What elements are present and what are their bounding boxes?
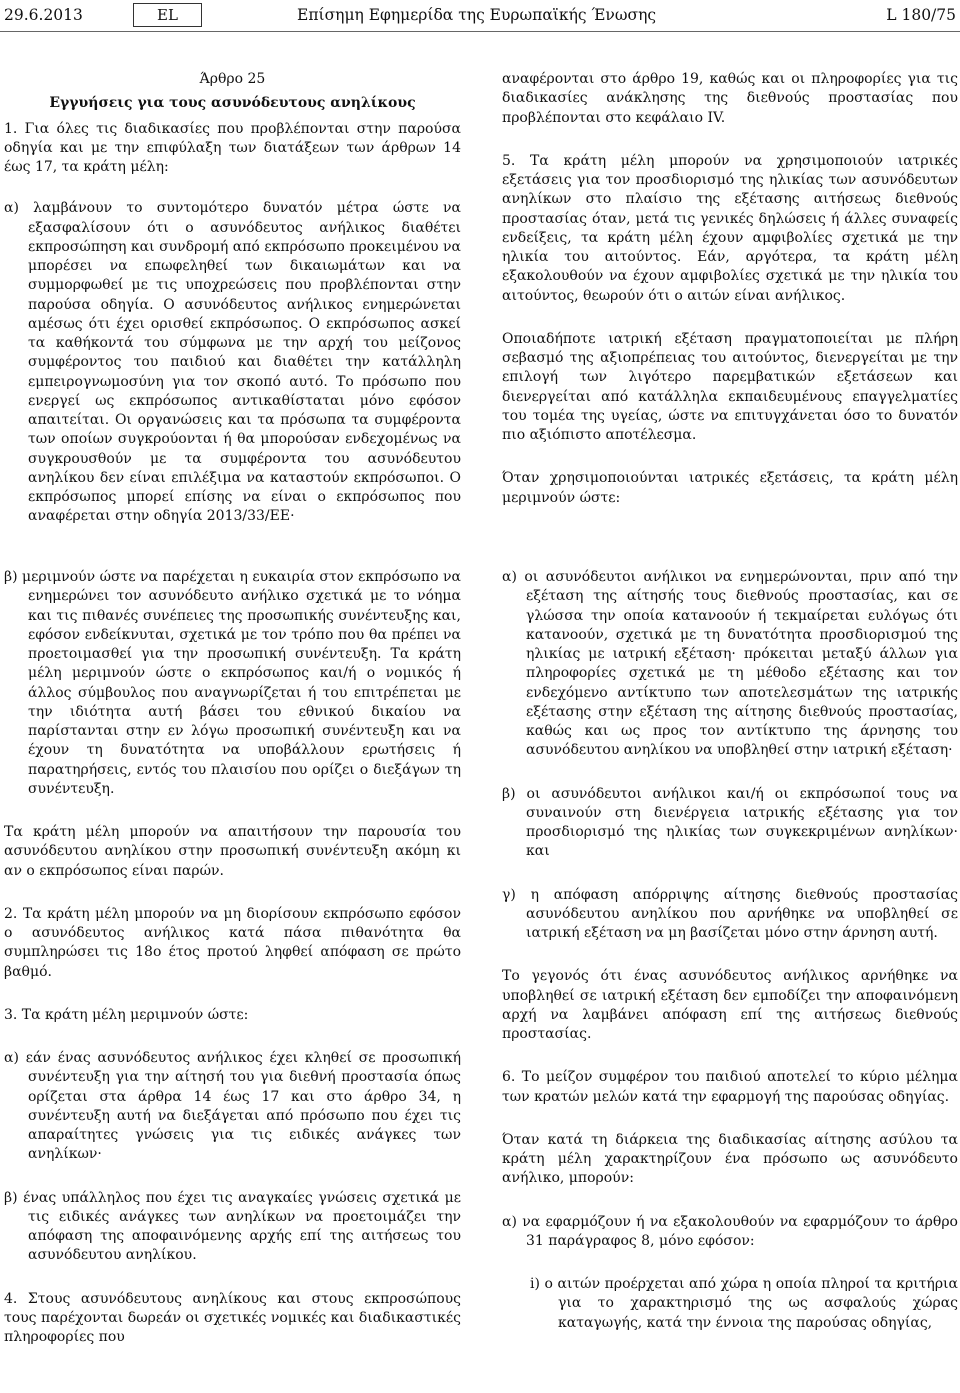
publication-date: 29.6.2013 bbox=[4, 6, 83, 24]
point-b-decision-preparation: β) ένας υπάλληλος που έχει τις αναγκαίες γνώσεις σχετικά με τις ειδικές ανάγκες των ανηλίκων να προετοιμάζει την απόφαση της αποφαινόμενης αρχής επί της αιτήσεως του ασυνόδευτου ανηλίκου. bbox=[4, 1189, 461, 1264]
point-a-representation: α) λαμβάνουν το συντομότερο δυνατόν μέτρα ώστε να εξασφαλίσουν ότι ο ασυνόδευτος ανήλικος διαθέτει εκπροσώπηση και συνδρομή από εκπρόσωπο προκειμένου να μπορέσει να επωφεληθεί των δικαιωμάτων και να συμμορφωθεί με τις υποχρεώσεις που προβλέπονται στην παρούσα οδηγία. Ο ασυνόδευτος ανήλικος ενημερώνεται αμέσως ότι έχει ορισθεί εκπρόσωπος. Ο εκπρόσωπος ασκεί τα καθήκοντά του σύμφωνα με την αρχή του μείζονος συμφέροντος του παιδιού και διαθέτει την κατάλληλη εμπειρογνωμοσύνη για τον σκοπό αυτό. Το πρόσωπο που ενεργεί ως εκπρόσωπος αντικαθίσταται μόνο εφόσον απαιτείται. Οι οργανώσεις και τα πρόσωπα τα συμφέροντα των οποίων συγκρούονται ή θα μπορούσαν ενδεχομένως να συγκρουσθούν με τα συμφέροντα του ασυνόδευτου ανηλίκου δεν είναι επιλέξιμα να καταστούν εκπρόσωποι. Ο εκπρόσωπος μπορεί επίσης να είναι ο εκπρόσωπος που αναφέρεται στην οδηγία 2013/33/ΕΕ· bbox=[4, 200, 461, 525]
paragraph-1: 1. Για όλες τις διαδικασίες που προβλέπονται στην παρούσα οδηγία και με την επιφύλαξη των διατάξεων των άρθρων 14 έως 17, τα κράτη μέλη: bbox=[4, 120, 461, 175]
language-badge: EL bbox=[133, 3, 202, 27]
article-number: Άρθρο 25 bbox=[199, 71, 266, 87]
medical-examination-paragraph: Οποιαδήποτε ιατρική εξέταση πραγματοποιείται με πλήρη σεβασμό της αξιοπρέπειας του αιτούντος, διενεργείται με την επιλογή των λιγότερο παρεμβατικών εξετάσεων και διενεργείται από κατάλληλα εκπαιδευμένους επαγγελματίες του τομέα της υγείας, ώστε να επιτυγχάνεται όσο το δυνατόν πιο αξιόπιστο αποτέλεσμα. bbox=[502, 330, 958, 443]
journal-header bbox=[0, 0, 960, 30]
header-divider bbox=[0, 31, 960, 32]
paragraph-5: 5. Τα κράτη μέλη μπορούν να χρησιμοποιούν ιατρικές εξετάσεις για τον προσδιορισμό της ηλικίας των ασυνόδευτων ανηλίκων στο πλαίσιο της εξέτασης αιτήσεως διεθνούς προστασίας όταν, μετά τις γενικές δηλώσεις ή άλλες συναφείς ενδείξεις, τα κράτη μέλη έχουν αμφιβολίες σχετικά με την ηλικία του αιτούντος. Εάν, αργότερα, τα κράτη μέλη εξακολουθούν να έχουν αμφιβολίες σχετικά με την ηλικία του αιτούντος, θεωρούν ότι ο αιτών είναι ανήλικος. bbox=[502, 152, 958, 304]
point-b-interview: β) μεριμνούν ώστε να παρέχεται η ευκαιρία στον εκπρόσωπο να ενημερώνει τον ασυνόδευτο ανήλικο σχετικά με το νόημα και τις πιθανές συνέπειες της προσωπικής συνέντευξης και, εφόσον ενδείκνυται, σχετικά με τον τρόπο που θα πρέπει να προετοιμασθεί για την προσωπική συνέντευξη. Τα κράτη μέλη μεριμνούν ώστε ο εκπρόσωπος και/ή ο νομικός ή άλλος σύμβουλος που αναγνωρίζεται ή του επιτρέπεται με την ιδιότητα αυτή βάσει του εθνικού δικαίου να παρίστανται στην εν λόγω προσωπική συνέντευξη και να έχουν τη δυνατότητα να υποβάλλουν ερωτήσεις ή παρατηρήσεις, εντός του πλαισίου που ορίζει ο διεξάγων τη συνέντευξη. bbox=[4, 569, 461, 797]
paragraph-3: 3. Τα κράτη μέλη μεριμνούν ώστε: bbox=[4, 1006, 249, 1023]
point-a-interview-conduct: α) εάν ένας ασυνόδευτος ανήλικος έχει κληθεί σε προσωπική συνέντευξη για την αίτησή του για διεθνή προστασία όπως ορίζεται στα άρθρα 14 έως 17 και στο άρθρο 34, η συνέντευξη αυτή να διεξάγεται από πρόσωπο που έχει τις απαραίτητες γνώσεις για τις ειδικές ανάγκες των ανηλίκων· bbox=[4, 1050, 461, 1163]
left-column-bottom bbox=[4, 568, 461, 1347]
right-column-top bbox=[502, 70, 958, 508]
medical-conditions-intro: Όταν χρησιμοποιούνται ιατρικές εξετάσεις, τα κράτη μέλη μεριμνούν ώστε: bbox=[502, 470, 958, 506]
presence-paragraph: Τα κράτη μέλη μπορούν να απαιτήσουν την παρουσία του ασυνόδευτου ανηλίκου στην προσωπική συνέντευξη ακόμη κι αν ο εκπρόσωπος είναι παρών. bbox=[4, 824, 461, 879]
paragraph-4-continued: αναφέρονται στο άρθρο 19, καθώς και οι πληροφορίες για τις διαδικασίες ανάκλησης της διεθνούς προστασίας που προβλέπονται στο κεφάλαιο IV. bbox=[502, 71, 958, 126]
journal-title: Επίσημη Εφημερίδα της Ευρωπαϊκής Ένωσης bbox=[297, 6, 657, 24]
point-b-consent: β) οι ασυνόδευτοι ανήλικοι και/ή οι εκπρόσωποί τους να συναινούν στη διενέργεια ιατρικής εξέτασης για τον προσδιορισμό της ηλικίας των συγκεκριμένων ανηλίκων· και bbox=[502, 785, 958, 860]
paragraph-4: 4. Στους ασυνόδευτους ανηλίκους και στους εκπροσώπους τους παρέχονται δωρεάν οι σχετικές νομικές και διαδικαστικές πληροφορίες που bbox=[4, 1290, 461, 1345]
left-column-top bbox=[4, 70, 461, 527]
refusal-paragraph: Το γεγονός ότι ένας ασυνόδευτος ανήλικος αρνήθηκε να υποβληθεί σε ιατρική εξέταση δεν εμποδίζει την αποφαινόμενη αρχή να λαμβάνει απόφαση επί της αιτήσεως διεθνούς προστασίας. bbox=[502, 968, 958, 1042]
point-a-information: α) οι ασυνόδευτοι ανήλικοι να ενημερώνονται, πριν από την εξέταση της αίτησής τους διεθνούς προστασίας, και σε γλώσσα την οποία κατανοούν ή τεκμαίρεται ευλόγως ότι κατανοούν, σχετικά με τη δυνατότητα προσδιορισμού της ηλικίας με ιατρική εξέταση· πρόκειται μεταξύ άλλων για πληροφορίες σχετικά με τη μέθοδο εξέτασης και τον ενδεχόμενο αντίκτυπο των αποτελεσμάτων της ιατρικής εξέτασης στην εξέταση της αίτησης διεθνούς προστασίας, καθώς και ως προς τον αντίκτυπο της άρνησης του ασυνόδευτου ανηλίκου να υποβληθεί στην ιατρική εξέταση· bbox=[502, 569, 958, 759]
right-column-bottom bbox=[502, 568, 958, 1333]
article-title: Εγγυήσεις για τους ασυνόδευτους ανηλίκους bbox=[49, 95, 416, 112]
paragraph-2: 2. Τα κράτη μέλη μπορούν να μη διορίσουν εκπρόσωπο εφόσον ο ασυνόδευτος ανήλικος κατά πάσα πιθανότητα θα συμπληρώσει τις 18ο έτος προτού ληφθεί απόφαση σε πρώτο βαθμό. bbox=[4, 905, 461, 980]
point-a-article-31: α) να εφαρμόζουν ή να εξακολουθούν να εφαρμόζουν το άρθρο 31 παράγραφος 8, μόνο εφόσον: bbox=[502, 1213, 958, 1249]
paragraph-6: 6. Το μείζον συμφέρον του παιδιού αποτελεί το κύριο μέλημα των κρατών μελών κατά την εφαρμογή της παρούσας οδηγίας. bbox=[502, 1069, 958, 1105]
point-c-refusal: γ) η απόφαση απόρριψης αίτησης διεθνούς προστασίας ασυνόδευτου ανηλίκου που αρνήθηκε να υποβληθεί σε ιατρική εξέταση να μη βασίζεται μόνο στην άρνηση αυτή. bbox=[502, 886, 958, 941]
asylum-procedure-paragraph: Όταν κατά τη διάρκεια της διαδικασίας αίτησης ασύλου τα κράτη μέλη χαρακτηρίζουν ένα πρόσωπο ως ασυνόδευτο ανήλικο, μπορούν: bbox=[502, 1131, 958, 1187]
page-reference: L 180/75 bbox=[886, 6, 956, 24]
point-i-safe-country: i) ο αιτών προέρχεται από χώρα η οποία πληροί τα κριτήρια για το χαρακτηρισμό της ως ασφαλούς χώρας καταγωγής, κατά την έννοια της παρούσας οδηγίας, bbox=[530, 1276, 958, 1331]
